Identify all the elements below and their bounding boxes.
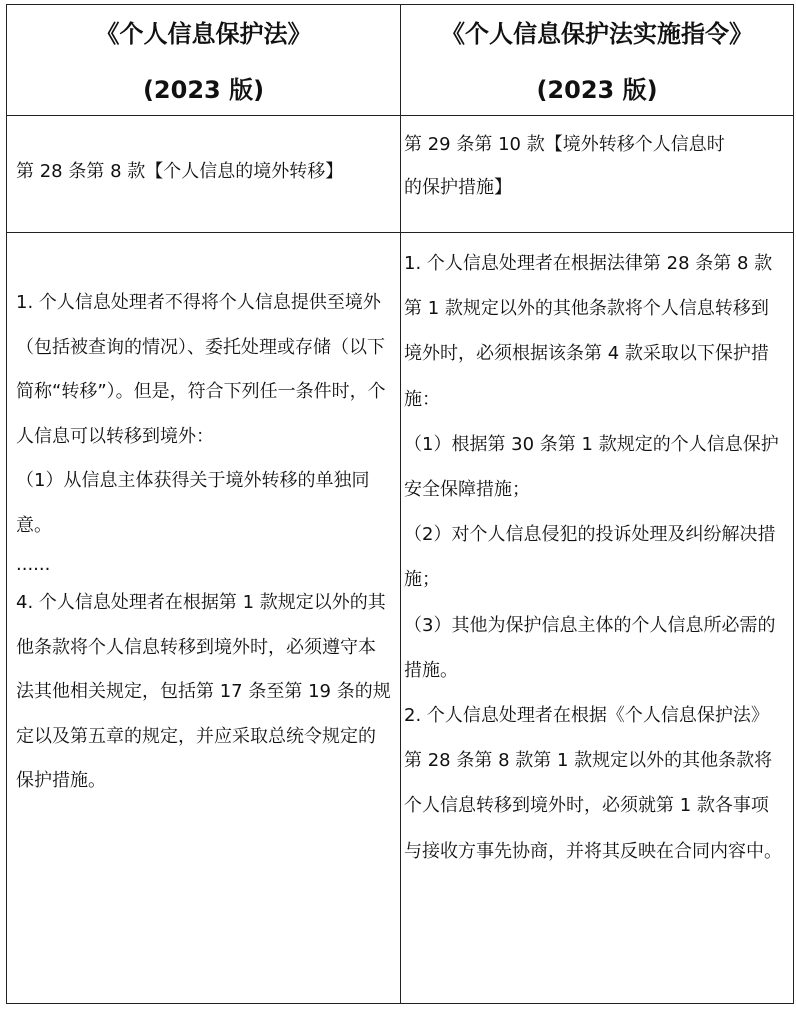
right-paragraph-1: 1. 个人信息处理者在根据法律第 28 条第 8 款第 1 款规定以外的其他条款将个人信息转移到境外时，必须根据该条第 4 款采取以下保护措施：	[404, 253, 773, 410]
article-row	[7, 116, 794, 233]
right-article-ref	[401, 116, 793, 200]
content-row	[7, 233, 794, 1004]
right-paragraph-5: 2. 个人信息处理者在根据《个人信息保护法》第 28 条第 8 款第 1 款规定以外的其他条款将个人信息转移到境外时，必须就第 1 款各事项与接收方事先协商，并将其反映在合同内容中。	[404, 705, 782, 862]
right-paragraph-3: （2）对个人信息侵犯的投诉处理及纠纷解决措施；	[404, 524, 776, 591]
left-title: 《个人信息保护法》	[95, 20, 312, 48]
right-header-cell	[401, 5, 794, 116]
right-paragraph-4: （3）其他为保护信息主体的个人信息所必需的措施。	[404, 614, 776, 681]
right-content-cell	[401, 233, 794, 1004]
left-ellipsis: ......	[16, 554, 51, 575]
left-article-cell	[7, 116, 401, 233]
left-content-cell	[7, 233, 401, 1004]
header-row	[7, 5, 794, 116]
right-paragraph-2: （1）根据第 30 条第 1 款规定的个人信息保护安全保障措施；	[404, 433, 779, 501]
left-edition: (2023 版)	[142, 76, 265, 104]
right-article-cell	[401, 116, 794, 233]
comparison-table	[6, 4, 794, 1004]
left-paragraph-3: 4. 个人信息处理者在根据第 1 款规定以外的其他条款将个人信息转移到境外时，必须遵守本法其他相关规定，包括第 17 条至第 19 条的规定以及第五章的规定，并应采取总统令规定的保护措施。	[16, 592, 391, 791]
right-article-ref-line1: 第 29 条第 10 款【境外转移个人信息时	[404, 134, 725, 155]
left-article-ref: 第 28 条第 8 款【个人信息的境外转移】	[16, 161, 344, 182]
left-header-cell	[7, 5, 401, 116]
left-paragraph-1: 1. 个人信息处理者不得将个人信息提供至境外（包括被查询的情况）、委托处理或存储（以下简称“转移”）。但是，符合下列任一条件时，个人信息可以转移到境外：	[16, 292, 386, 447]
right-edition: (2023 版)	[536, 76, 658, 104]
right-title: 《个人信息保护法实施指令》	[441, 20, 753, 48]
right-article-ref-line2: 的保护措施】	[404, 177, 512, 198]
left-paragraph-2: （1）从信息主体获得关于境外转移的单独同意。	[16, 470, 370, 536]
